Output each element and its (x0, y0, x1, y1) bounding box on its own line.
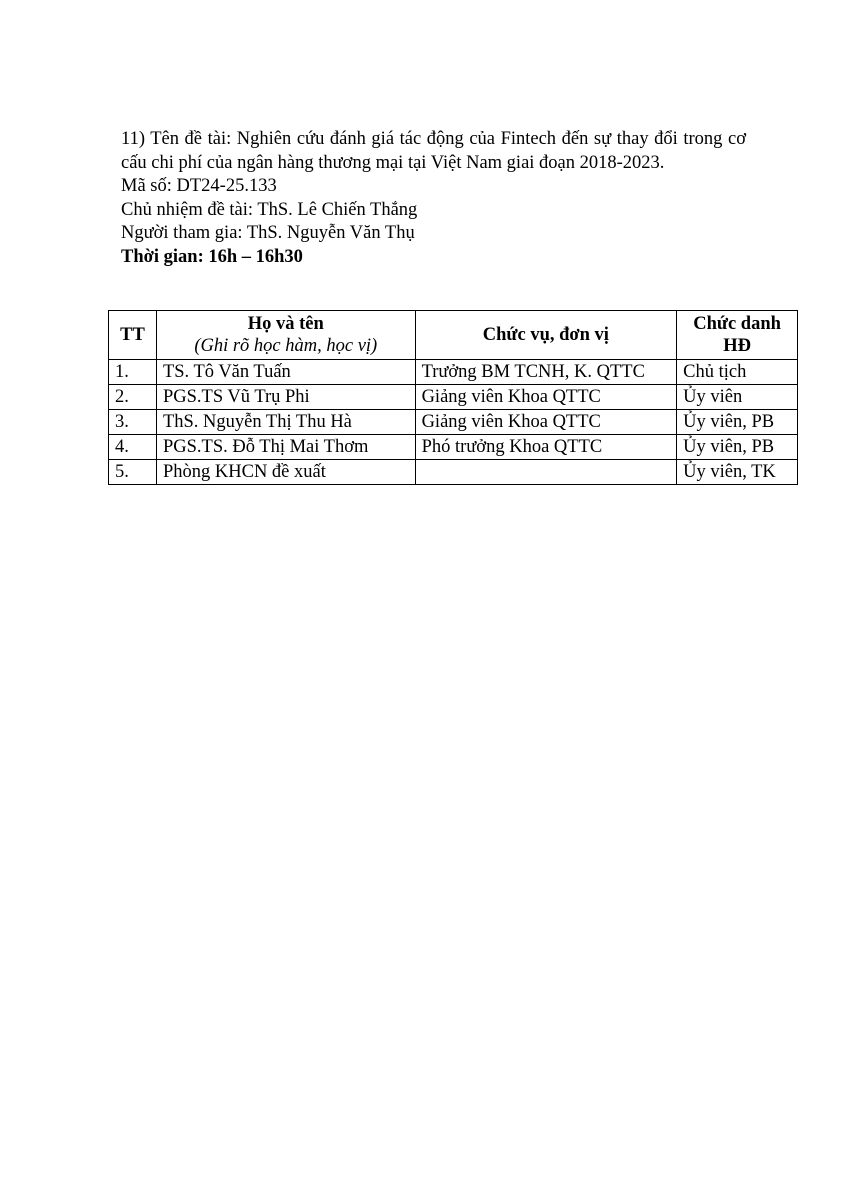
cell-tt: 3. (109, 410, 157, 435)
cell-position: Giảng viên Khoa QTTC (415, 385, 677, 410)
table-header-row (109, 311, 798, 360)
cell-name: PGS.TS. Đỗ Thị Mai Thơm (156, 435, 415, 460)
cell-tt: 4. (109, 435, 157, 460)
topic-info (121, 128, 746, 269)
header-role-line2: HĐ (723, 336, 751, 356)
cell-name: ThS. Nguyễn Thị Thu Hà (156, 410, 415, 435)
table-row (109, 360, 798, 385)
header-name (156, 311, 415, 360)
cell-tt: 5. (109, 460, 157, 485)
topic-time: Thời gian: 16h – 16h30 (121, 246, 303, 267)
cell-role: Ủy viên, PB (677, 410, 798, 435)
table-row (109, 385, 798, 410)
table-row (109, 435, 798, 460)
cell-name: PGS.TS Vũ Trụ Phi (156, 385, 415, 410)
header-name-main: Họ và tên (247, 314, 324, 334)
topic-code: Mã số: DT24-25.133 (121, 176, 277, 196)
council-table (108, 310, 798, 485)
cell-role: Ủy viên (677, 385, 798, 410)
header-position: Chức vụ, đơn vị (415, 311, 677, 360)
cell-position: Phó trưởng Khoa QTTC (415, 435, 677, 460)
header-role-line1: Chức danh (693, 314, 781, 334)
cell-name: TS. Tô Văn Tuấn (156, 360, 415, 385)
cell-position (415, 460, 677, 485)
cell-tt: 2. (109, 385, 157, 410)
topic-title: 11) Tên đề tài: Nghiên cứu đánh giá tác động của Fintech đến sự thay đổi trong cơ cấu chi phí của ngân hàng thương mại tại Việt Nam giai đoạn 2018-2023. (121, 129, 746, 173)
cell-role: Ủy viên, TK (677, 460, 798, 485)
cell-tt: 1. (109, 360, 157, 385)
cell-name: Phòng KHCN đề xuất (156, 460, 415, 485)
cell-position: Giảng viên Khoa QTTC (415, 410, 677, 435)
header-tt: TT (109, 311, 157, 360)
cell-position: Trưởng BM TCNH, K. QTTC (415, 360, 677, 385)
header-role (677, 311, 798, 360)
table-row (109, 460, 798, 485)
topic-participant: Người tham gia: ThS. Nguyễn Văn Thụ (121, 223, 415, 243)
table-row (109, 410, 798, 435)
cell-role: Chủ tịch (677, 360, 798, 385)
header-name-sub: (Ghi rõ học hàm, học vị) (194, 336, 378, 356)
topic-leader: Chủ nhiệm đề tài: ThS. Lê Chiến Thắng (121, 199, 418, 220)
cell-role: Ủy viên, PB (677, 435, 798, 460)
